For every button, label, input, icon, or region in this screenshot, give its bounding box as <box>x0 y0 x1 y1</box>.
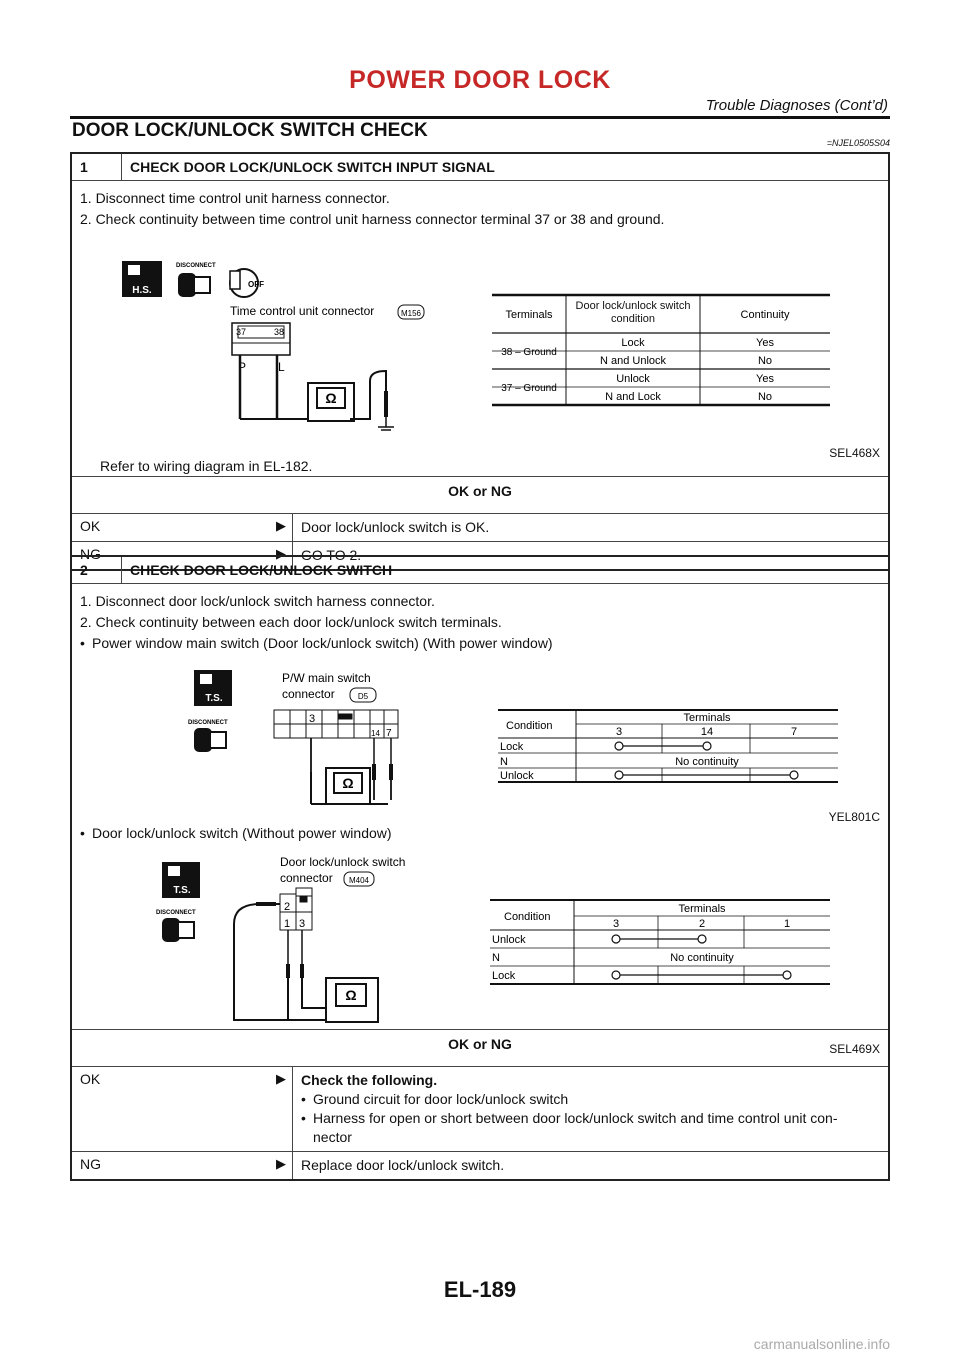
step2-line-1: 1. Disconnect door lock/unlock switch harness connector. <box>80 593 435 609</box>
ohm-symbol: Ω <box>342 775 354 791</box>
header-rule <box>70 116 890 119</box>
ts-badge-icon <box>162 862 200 898</box>
step1-okng: OK or NG <box>448 483 512 499</box>
section-id: =NJEL0505S04 <box>826 138 890 148</box>
page-header-subtitle: Trouble Diagnoses (Cont’d) <box>705 97 888 114</box>
step1-line-1: 1. Disconnect time control unit harness connector. <box>80 190 390 206</box>
t2-col-3: 3 <box>615 726 623 738</box>
t2-row-n: N <box>500 756 508 768</box>
step1-result-ok <box>72 514 888 542</box>
bullet-icon: • <box>301 1091 306 1107</box>
result-ng-text: GO TO 2. <box>292 542 888 569</box>
t2-h-terminals: Terminals <box>683 712 731 724</box>
tcu-connector-label: Time control unit connector <box>230 304 375 318</box>
result-ok-details <box>292 1067 888 1151</box>
ts-badge-text: T.S. <box>205 693 223 704</box>
t2-row-lock: Lock <box>500 741 524 753</box>
t3-col-1: 1 <box>783 918 791 930</box>
step1-figure-id: SEL468X <box>829 446 880 460</box>
result-ng-label: NG <box>80 1156 101 1172</box>
t2-col-7: 7 <box>790 726 798 738</box>
arrow-right-icon: ▶ <box>276 1071 286 1086</box>
connector-code-badge <box>344 872 374 886</box>
step2-figure-1-id: YEL801C <box>828 810 880 824</box>
pin-3: 3 <box>299 918 306 930</box>
t1-cont-0: Yes <box>756 337 774 349</box>
ohm-symbol: Ω <box>325 390 337 406</box>
pw-connector-label-2: connector <box>282 687 335 701</box>
step2-figure-1 <box>80 668 880 808</box>
step1-title: CHECK DOOR LOCK/UNLOCK SWITCH INPUT SIGNAL <box>130 159 495 175</box>
t1-term-38: 38 – Ground <box>501 347 557 358</box>
bullet-1-text: Power window main switch (Door lock/unlock switch) (With power window) <box>92 635 553 651</box>
connector-code-badge <box>350 688 376 702</box>
t3-h-terminals: Terminals <box>678 903 726 915</box>
result-ok-label: OK <box>80 1071 101 1087</box>
arrow-right-icon: ▶ <box>276 546 286 561</box>
step1-content <box>72 181 888 477</box>
step2-number: 2 <box>72 557 122 583</box>
pin-37: 37 <box>236 327 247 337</box>
t1-cond-1: N and Unlock <box>599 355 667 367</box>
ts-badge-icon <box>194 670 232 706</box>
t1-cont-1: No <box>757 355 773 367</box>
page-number: EL-189 <box>443 1277 517 1302</box>
pin-38: 38 <box>274 327 285 337</box>
step2-title: CHECK DOOR LOCK/UNLOCK SWITCH <box>130 562 393 578</box>
tcu-connector-code: M156 <box>400 309 422 318</box>
step2-bullet-2 <box>80 824 392 843</box>
bullet-icon: • <box>80 825 85 841</box>
t1-cond-3: N and Lock <box>605 391 661 403</box>
step2-result-ok <box>72 1067 888 1152</box>
t3-row-unlock: Unlock <box>492 934 526 946</box>
ohm-symbol: Ω <box>345 987 357 1003</box>
step1-okng-row <box>72 483 888 514</box>
step2-header <box>72 557 888 584</box>
ok-title: Check the following. <box>301 1072 438 1088</box>
ok-item-1 <box>301 1090 880 1109</box>
hs-badge-text: H.S. <box>132 285 152 296</box>
t1-cond-2: Unlock <box>616 373 650 385</box>
ohmmeter-icon <box>326 978 378 1022</box>
step2-table-1 <box>498 710 838 782</box>
result-ng-label: NG <box>80 546 101 562</box>
dl-connector-label-1: Door lock/unlock switch <box>280 855 406 869</box>
step2-line-2: 2. Check continuity between each door lock/unlock switch terminals. <box>80 614 502 630</box>
step2-figure-2-id: SEL469X <box>829 1042 880 1056</box>
arrow-right-icon: ▶ <box>276 518 286 533</box>
pin-2: 2 <box>284 901 291 913</box>
pin-1: 1 <box>284 918 291 930</box>
hs-badge-icon <box>122 261 162 297</box>
step1-reference: Refer to wiring diagram in EL-182. <box>100 458 313 474</box>
pin-3: 3 <box>309 713 316 725</box>
disconnect-label: DISCONNECT <box>188 720 228 726</box>
t1-term-37: 37 – Ground <box>501 383 557 394</box>
step2-table-2 <box>490 900 830 984</box>
ts-badge-text: T.S. <box>173 885 191 896</box>
dl-connector-label-2: connector <box>280 871 333 885</box>
step2-bullet-1 <box>80 634 880 653</box>
step1-figure <box>80 231 880 431</box>
t3-row-n: N <box>492 952 500 964</box>
page-header-title: POWER DOOR LOCK <box>349 66 611 94</box>
step2-okng: OK or NG <box>448 1036 512 1052</box>
disconnect-icon <box>176 263 216 297</box>
step1-header <box>72 154 888 181</box>
bullet-icon: • <box>301 1110 306 1126</box>
pin-7: 7 <box>386 728 392 739</box>
t2-h-condition: Condition <box>506 720 553 732</box>
result-ok-text: Door lock/unlock switch is OK. <box>292 514 888 541</box>
pw-connector-code: D5 <box>357 692 369 701</box>
pin-14: 14 <box>371 729 380 738</box>
result-ng-text: Replace door lock/unlock switch. <box>292 1152 888 1179</box>
t1-h-condition: Door lock/unlock switch condition <box>575 300 691 325</box>
pw-connector-label-1: P/W main switch <box>282 671 371 685</box>
step2-figure-2 <box>80 854 880 1034</box>
bullet-icon: • <box>80 635 85 651</box>
section-title: DOOR LOCK/UNLOCK SWITCH CHECK <box>72 120 428 141</box>
ok-item-1-text: Ground circuit for door lock/unlock switch <box>313 1091 569 1107</box>
watermark: carmanualsonline.info <box>753 1336 890 1352</box>
connector-code-badge <box>398 305 424 319</box>
ok-item-2-cont: nector <box>313 1129 352 1145</box>
disconnect-icon <box>188 720 228 752</box>
ground-icon <box>378 417 394 430</box>
ohmmeter-icon <box>308 383 354 421</box>
wire-p: P <box>238 360 247 374</box>
t3-h-condition: Condition <box>504 911 551 923</box>
t1-cont-2: Yes <box>756 373 774 385</box>
t3-col-2: 2 <box>698 918 706 930</box>
t3-no-continuity: No continuity <box>670 952 734 964</box>
off-label: OFF <box>248 280 264 289</box>
ok-item-2 <box>301 1109 880 1128</box>
step1-continuity-table <box>492 295 830 405</box>
ohmmeter-icon <box>326 768 370 804</box>
step2-box <box>70 555 890 1181</box>
disconnect-label: DISCONNECT <box>156 910 196 916</box>
step1-box <box>70 152 890 571</box>
t2-col-14: 14 <box>700 726 714 738</box>
step2-okng-row <box>72 1036 888 1067</box>
tcu-connector-icon <box>232 323 290 355</box>
wire-l: L <box>278 360 285 374</box>
disconnect-icon <box>156 910 196 942</box>
result-ok-label: OK <box>80 518 101 534</box>
disconnect-label: DISCONNECT <box>176 263 216 269</box>
t3-row-lock: Lock <box>492 970 516 982</box>
step2-result-ng <box>72 1152 888 1179</box>
t1-h-terminals: Terminals <box>505 309 553 321</box>
dl-connector-code: M404 <box>348 876 370 885</box>
t1-cond-0: Lock <box>621 337 645 349</box>
t3-col-3: 3 <box>612 918 620 930</box>
t1-h-continuity: Continuity <box>740 309 790 321</box>
arrow-right-icon: ▶ <box>276 1156 286 1171</box>
bullet-2-text: Door lock/unlock switch (Without power window) <box>92 825 392 841</box>
t2-row-unlock: Unlock <box>500 770 534 782</box>
ignition-off-icon <box>230 269 264 297</box>
step1-number: 1 <box>72 154 122 180</box>
t1-cont-3: No <box>757 391 773 403</box>
ok-item-2-text: Harness for open or short between door lock/unlock switch and time control unit con- <box>313 1110 838 1126</box>
t2-no-continuity: No continuity <box>675 756 739 768</box>
step1-line-2: 2. Check continuity between time control unit harness connector terminal 37 or 38 and ground. <box>80 211 665 227</box>
